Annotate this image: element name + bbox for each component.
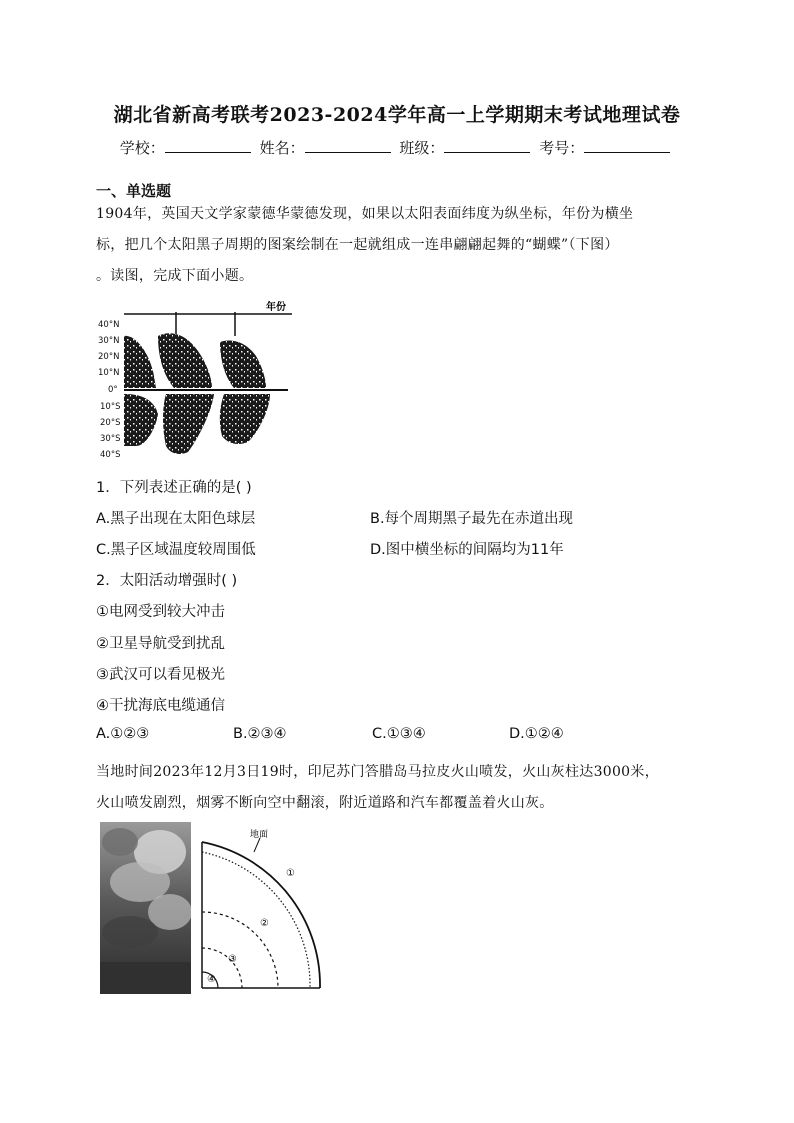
q2-item: ③武汉可以看见极光 [96, 667, 225, 683]
passage-1-line: 。读图，完成下面小题。 [96, 268, 254, 284]
lat-label: 10°S [100, 402, 121, 412]
layer-label: ③ [228, 954, 237, 965]
year-axis-label: 年份 [266, 302, 286, 313]
school-blank[interactable] [165, 138, 251, 153]
volcano-photo [100, 822, 191, 994]
student-info-line [0, 137, 794, 158]
q1-stem: 1．下列表述正确的是( ) [96, 480, 252, 496]
lat-label: 40°S [100, 450, 121, 460]
surface-label: 地面 [250, 830, 269, 840]
name-blank[interactable] [305, 138, 391, 153]
butterfly-diagram [96, 296, 294, 466]
q2-item: ④干扰海底电缆通信 [96, 698, 225, 714]
name-label: 姓名： [259, 139, 305, 157]
passage-1-line: 标，把几个太阳黑子周期的图案绘制在一起就组成一连串翩翩起舞的“蝴蝶”（下图） [96, 237, 619, 253]
lat-label: 40°N [98, 320, 120, 330]
lat-label: 30°N [98, 336, 120, 346]
lat-label: 20°N [98, 352, 120, 362]
q2-option-d[interactable]: D.①②④ [509, 726, 564, 742]
q1-option-d[interactable]: D.图中横坐标的间隔均为11年 [370, 542, 564, 558]
class-label: 班级： [399, 139, 445, 157]
q1-option-c[interactable]: C.黑子区域温度较周围低 [96, 542, 256, 558]
q2-option-b[interactable]: B.②③④ [233, 726, 287, 742]
class-blank[interactable] [444, 138, 530, 153]
layer-label: ④ [207, 974, 216, 985]
earth-structure-diagram [198, 826, 324, 992]
sunspot-wings [124, 333, 270, 454]
passage-1 [96, 199, 696, 292]
q2-stem: 2．太阳活动增强时( ) [96, 573, 238, 589]
lat-label: 20°S [100, 418, 121, 428]
q1-option-a[interactable]: A.黑子出现在太阳色球层 [96, 511, 256, 527]
layer-label: ② [260, 918, 269, 929]
q2-option-c[interactable]: C.①③④ [372, 726, 426, 742]
id-label: 考号： [539, 139, 585, 157]
q2-item: ①电网受到较大冲击 [96, 604, 225, 620]
passage-2 [96, 757, 696, 819]
lat-label: 10°N [98, 368, 120, 378]
q2-option-a[interactable]: A.①②③ [96, 726, 150, 742]
passage-2-line: 当地时间2023年12月3日19时，印尼苏门答腊岛马拉皮火山喷发，火山灰柱达3000米， [96, 764, 659, 780]
section-heading: 一、单选题 [96, 182, 172, 200]
lat-label: 0° [108, 385, 118, 395]
q2-item: ②卫星导航受到扰乱 [96, 636, 225, 652]
passage-1-line: 1904年，英国天文学家蒙德华蒙德发现，如果以太阳表面纬度为纵坐标，年份为横坐 [96, 206, 634, 222]
passage-2-line: 火山喷发剧烈，烟雾不断向空中翻滚，附近道路和汽车都覆盖着火山灰。 [96, 795, 554, 811]
q1-option-b[interactable]: B.每个周期黑子最先在赤道出现 [370, 511, 574, 527]
id-blank[interactable] [584, 138, 670, 153]
page-title: 湖北省新高考联考2023-2024学年高一上学期期末考试地理试卷 [113, 104, 681, 126]
layer-label: ① [286, 868, 295, 879]
lat-label: 30°S [100, 434, 121, 444]
school-label: 学校： [119, 139, 165, 157]
